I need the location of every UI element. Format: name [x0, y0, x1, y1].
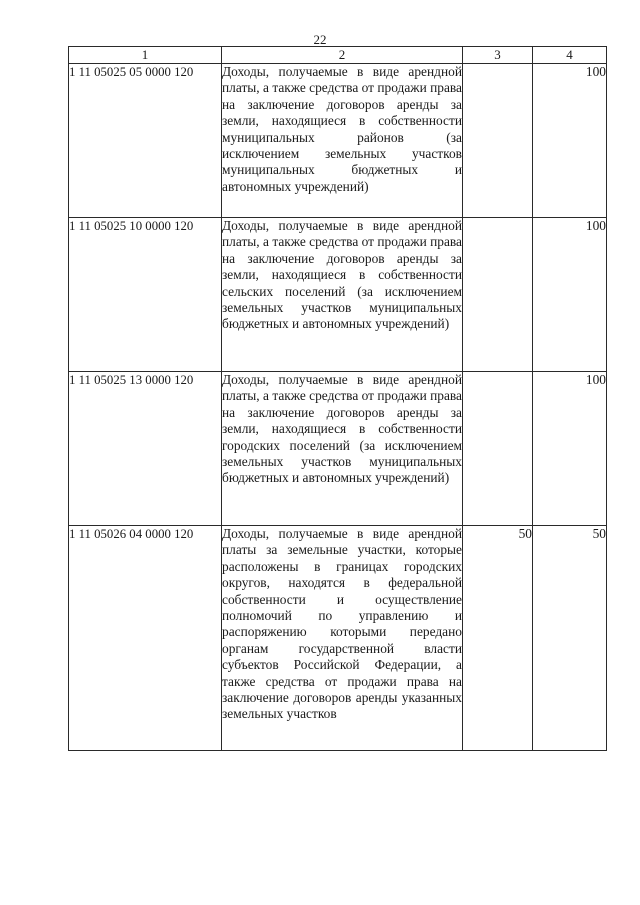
table-row — [69, 526, 607, 751]
value-cell-col4: 100 — [533, 372, 607, 526]
description-cell: Доходы, получаемые в виде арендной платы за земельные участки, которые расположены в границах городских округов, находятся в федеральной собственности и осуществление полномочий по управлению и распоряжению которыми передано органам государственной власти субъектов Российской Федерации, а также средства от продажи права на заключение договоров аренды указанных земельных участков — [222, 526, 463, 751]
value-cell-col4: 50 — [533, 526, 607, 751]
value-cell-col3 — [463, 218, 533, 372]
budget-code-cell: 1 11 05025 10 0000 120 — [69, 218, 222, 372]
page-number: 22 — [313, 32, 327, 47]
table-row — [69, 372, 607, 526]
value-cell-col4: 100 — [533, 218, 607, 372]
value-cell-col4: 100 — [533, 64, 607, 218]
table-row — [69, 64, 607, 218]
column-header-1: 1 — [69, 47, 222, 64]
description-cell: Доходы, получаемые в виде арендной платы, а также средства от продажи права на заключение договоров аренды за земли, находящиеся в собственности городских поселений (за исключением земельных участков муниципальных бюджетных и автономных учреждений) — [222, 372, 463, 526]
description-cell: Доходы, получаемые в виде арендной платы, а также средства от продажи права на заключение договоров аренды за земли, находящиеся в собственности сельских поселений (за исключением земельных участков муниципальных бюджетных и автономных учреждений) — [222, 218, 463, 372]
budget-code-cell: 1 11 05025 13 0000 120 — [69, 372, 222, 526]
revenue-table — [68, 46, 607, 751]
value-cell-col3 — [463, 64, 533, 218]
value-cell-col3: 50 — [463, 526, 533, 751]
table-header-row — [69, 47, 607, 64]
budget-code-cell: 1 11 05026 04 0000 120 — [69, 526, 222, 751]
description-cell: Доходы, получаемые в виде арендной платы, а также средства от продажи права на заключение договоров аренды за земли, находящиеся в собственности муниципальных районов (за исключением земельных участков муниципальных бюджетных и автономных учреждений) — [222, 64, 463, 218]
budget-code-cell: 1 11 05025 05 0000 120 — [69, 64, 222, 218]
column-header-4: 4 — [533, 47, 607, 64]
value-cell-col3 — [463, 372, 533, 526]
table-row — [69, 218, 607, 372]
column-header-2: 2 — [222, 47, 463, 64]
column-header-3: 3 — [463, 47, 533, 64]
